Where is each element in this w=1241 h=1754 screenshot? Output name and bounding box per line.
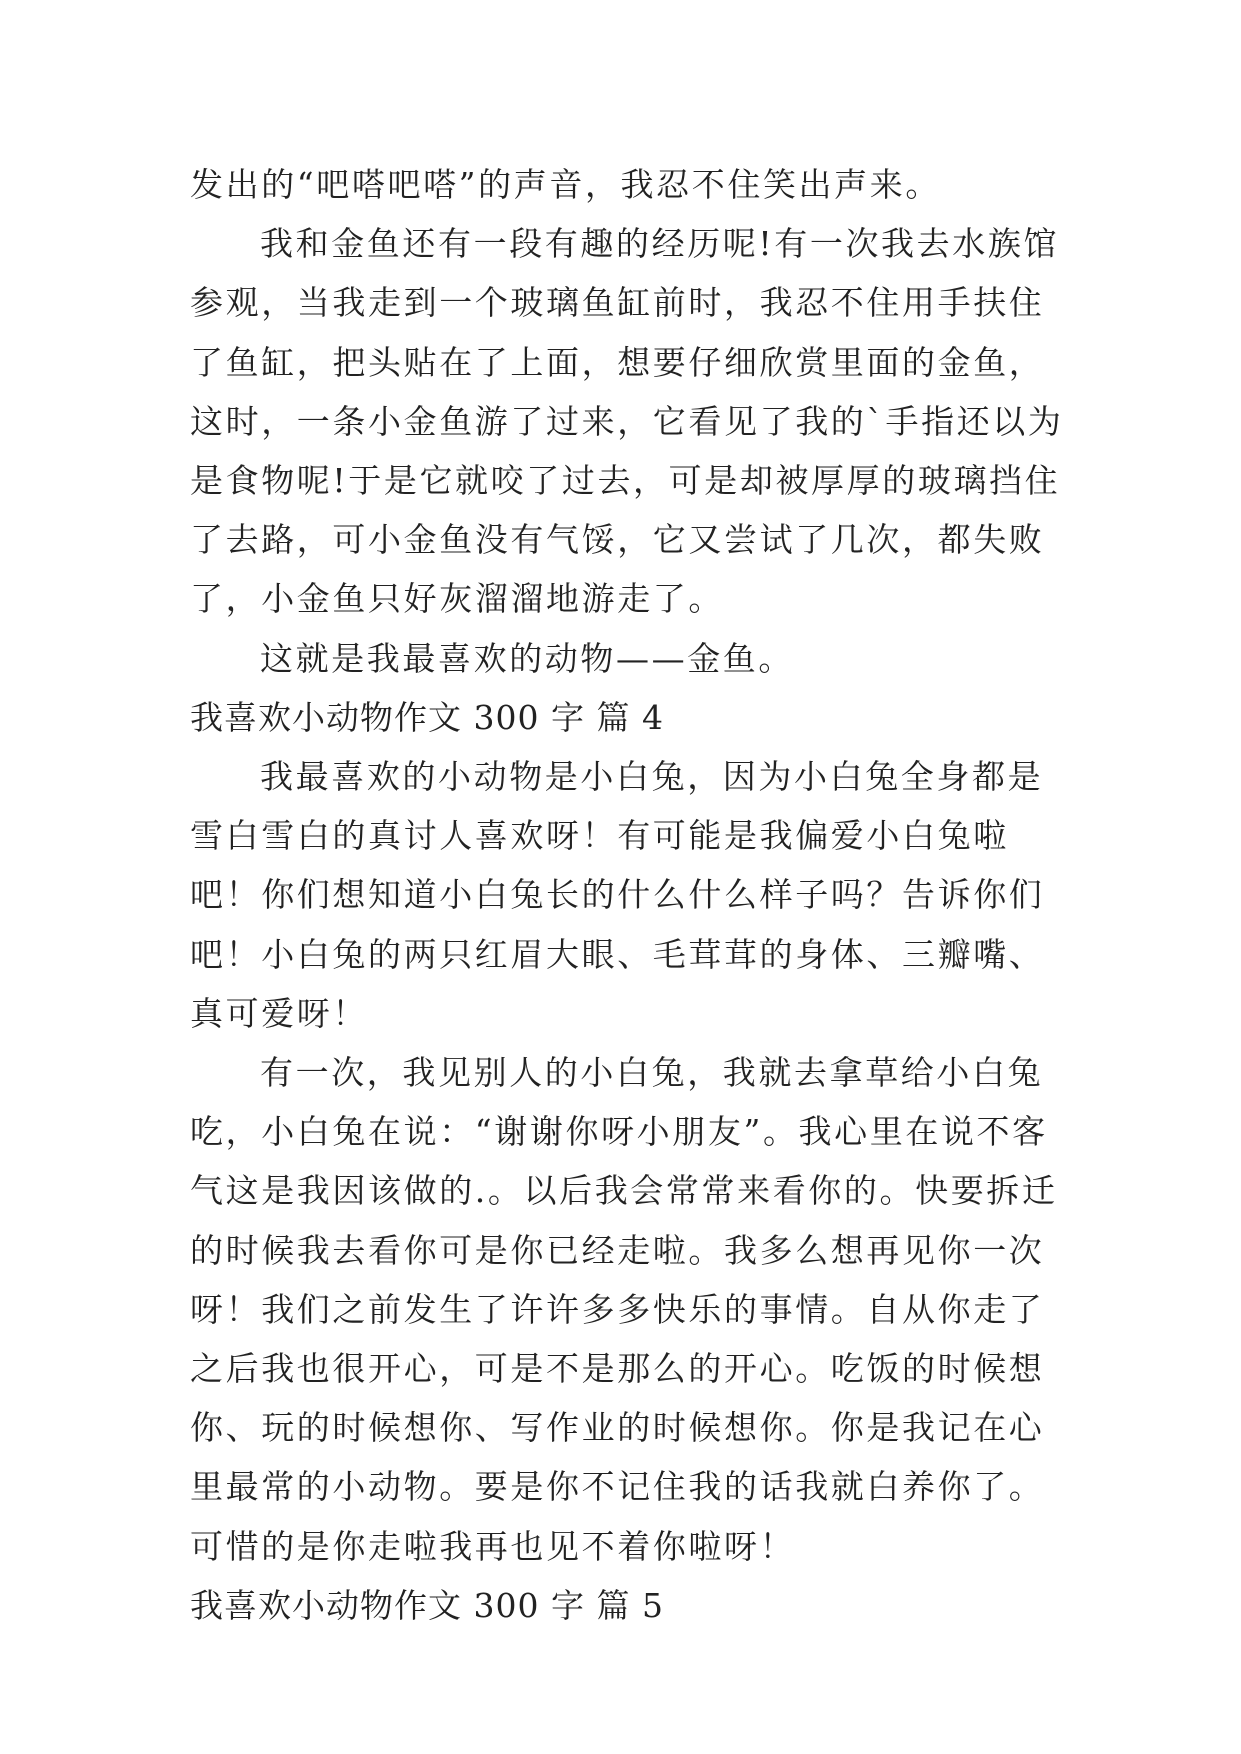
paragraph-goldfish-conclusion: 这就是我最喜欢的动物——金鱼。 <box>260 638 794 678</box>
section-heading-5: 我喜欢小动物作文 300 字 篇 5 <box>190 1585 664 1625</box>
paragraph-rabbit-intro: 我最喜欢的小动物是小白兔，因为小白兔全身都是雪白雪白的真讨人喜欢呀！有可能是我偏爱小白兔啦吧！你们想知道小白兔长的什么什么样子吗？告诉你们吧！小白兔的两只红眉大眼、毛茸茸的身体、三瓣嘴、真可爱呀！ <box>190 757 1045 1033</box>
paragraph-goldfish-story: 我和金鱼还有一段有趣的经历呢!有一次我去水族馆参观，当我走到一个玻璃鱼缸前时，我忍不住用手扶住了鱼缸，把头贴在了上面，想要仔细欣赏里面的金鱼，这时，一条小金鱼游了过来，它看见了我的`手指还以为是食物呢!于是它就咬了过去，可是却被厚厚的玻璃挡住了去路，可小金鱼没有气馁，它又尝试了几次，都失败了，小金鱼只好灰溜溜地游走了。 <box>190 224 1064 619</box>
paragraph-continuation: 发出的“吧嗒吧嗒”的声音，我忍不住笑出声来。 <box>190 165 941 204</box>
article-body <box>190 155 1070 1635</box>
section-heading-4: 我喜欢小动物作文 300 字 篇 4 <box>190 697 664 737</box>
paragraph-rabbit-story: 有一次，我见别人的小白兔，我就去拿草给小白兔吃，小白兔在说：“谢谢你呀小朋友”。我心里在说不客气这是我因该做的.。以后我会常常来看你的。快要拆迁的时候我去看你可是你已经走啦。我多么想再见你一次呀！我们之前发生了许许多多快乐的事情。自从你走了之后我也很开心，可是不是那么的开心。吃饭的时候想你、玩的时候想你、写作业的时候想你。你是我记在心里最常的小动物。要是你不记住我的话我就白养你了。可惜的是你走啦我再也见不着你啦呀！ <box>190 1053 1058 1566</box>
